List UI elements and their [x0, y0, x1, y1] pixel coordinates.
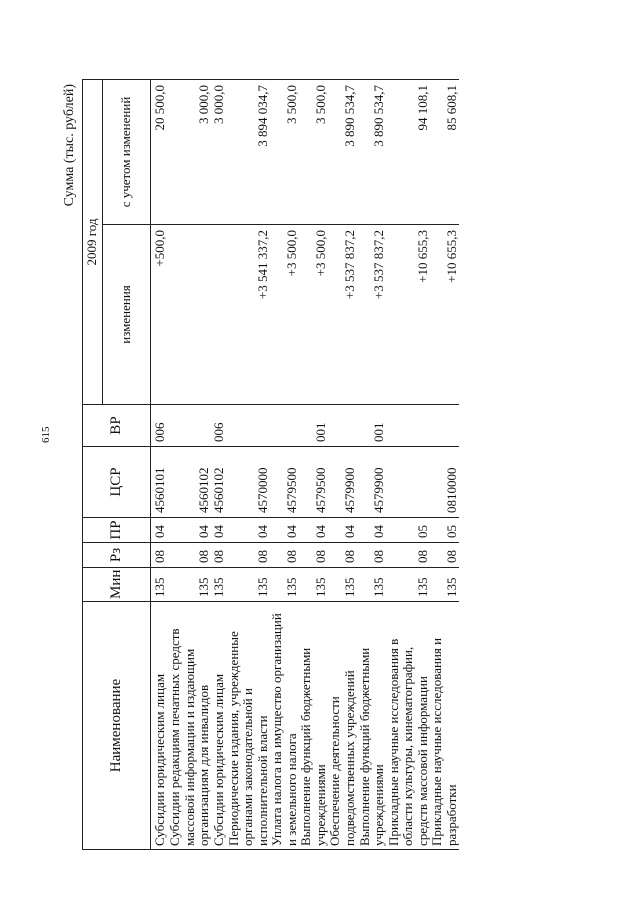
cell-csr: 4579500	[299, 447, 328, 518]
cell-pr: 05	[430, 518, 459, 543]
cell-rz: 08	[299, 543, 328, 568]
cell-name: Уплата налога на имущество организаций и земельного налога	[270, 602, 299, 850]
header-csr: ЦСР	[83, 447, 151, 518]
cell-pr: 04	[328, 518, 357, 543]
table-body	[151, 80, 460, 850]
cell-name: Периодические издания, учрежденные органами законодательной и исполнительной власти	[227, 602, 271, 850]
cell-rz: 08	[387, 543, 431, 568]
cell-changes: +3 500,0	[299, 225, 328, 405]
cell-vr	[227, 405, 271, 447]
cell-csr: 0810000	[430, 447, 459, 518]
cell-pr: 04	[270, 518, 299, 543]
cell-csr: 4560102	[168, 447, 212, 518]
cell-changes	[212, 225, 227, 405]
cell-rz: 08	[227, 543, 271, 568]
cell-changes: +10 655,3	[430, 225, 459, 405]
table-row	[387, 80, 431, 850]
cell-changes: +3 537 837,2	[358, 225, 387, 405]
header-rz: Рз	[83, 543, 151, 568]
table-row	[212, 80, 227, 850]
cell-vr	[387, 405, 431, 447]
cell-min: 135	[299, 568, 328, 602]
table-row	[299, 80, 328, 850]
table-row	[328, 80, 357, 850]
cell-name: Выполнение функций бюджетными учреждениями	[299, 602, 328, 850]
cell-min: 135	[212, 568, 227, 602]
cell-vr: 006	[212, 405, 227, 447]
cell-changes: +3 541 337,2	[227, 225, 271, 405]
cell-csr	[387, 447, 431, 518]
cell-changes	[168, 225, 212, 405]
cell-rz: 08	[270, 543, 299, 568]
cell-pr: 04	[227, 518, 271, 543]
cell-min: 135	[270, 568, 299, 602]
cell-name: Субсидии юридическим лицам	[212, 602, 227, 850]
cell-name: Обеспечение деятельности подведомственных учреждений	[328, 602, 357, 850]
cell-changes: +500,0	[151, 225, 169, 405]
sum-caption: Сумма (тыс. рублей)	[62, 84, 77, 207]
cell-csr: 4570000	[227, 447, 271, 518]
header-changes: изменения	[103, 225, 151, 405]
cell-pr: 04	[299, 518, 328, 543]
cell-rz: 08	[328, 543, 357, 568]
cell-pr: 04	[358, 518, 387, 543]
header-year: 2009 год	[83, 80, 103, 405]
cell-total: 20 500,0	[151, 80, 169, 225]
cell-min: 135	[151, 568, 169, 602]
cell-rz: 08	[358, 543, 387, 568]
header-name: Наименование	[83, 602, 151, 850]
cell-csr: 4579500	[270, 447, 299, 518]
table-row	[358, 80, 387, 850]
cell-pr: 04	[212, 518, 227, 543]
cell-min: 135	[387, 568, 431, 602]
cell-rz: 08	[151, 543, 169, 568]
cell-pr: 05	[387, 518, 431, 543]
cell-min: 135	[168, 568, 212, 602]
cell-total: 3 500,0	[270, 80, 299, 225]
table-row	[168, 80, 212, 850]
cell-pr: 04	[168, 518, 212, 543]
header-pr: ПР	[83, 518, 151, 543]
cell-name: Субсидии юридическим лицам	[151, 602, 169, 850]
cell-total: 85 608,1	[430, 80, 459, 225]
cell-rz: 08	[168, 543, 212, 568]
cell-min: 135	[358, 568, 387, 602]
cell-name: Субсидии редакциям печатных средств массовой информации и издающим организациям для инвалидов	[168, 602, 212, 850]
header-with-changes: с учетом изменений	[103, 80, 151, 225]
cell-rz: 08	[430, 543, 459, 568]
cell-vr	[328, 405, 357, 447]
header-min: Мин	[83, 568, 151, 602]
cell-vr	[270, 405, 299, 447]
cell-min: 135	[328, 568, 357, 602]
cell-vr: 006	[151, 405, 169, 447]
cell-total: 3 500,0	[299, 80, 328, 225]
cell-csr: 4560102	[212, 447, 227, 518]
cell-total: 94 108,1	[387, 80, 431, 225]
budget-table-page	[62, 80, 584, 850]
cell-changes: +3 500,0	[270, 225, 299, 405]
cell-name: Выполнение функций бюджетными учреждениями	[358, 602, 387, 850]
cell-vr	[430, 405, 459, 447]
table-row	[151, 80, 169, 850]
cell-min: 135	[227, 568, 271, 602]
cell-rz: 08	[212, 543, 227, 568]
cell-vr	[168, 405, 212, 447]
cell-changes: +10 655,3	[387, 225, 431, 405]
cell-total: 3 890 534,7	[328, 80, 357, 225]
cell-csr: 4579900	[358, 447, 387, 518]
cell-pr: 04	[151, 518, 169, 543]
page-number: 615	[40, 426, 52, 443]
cell-min: 135	[430, 568, 459, 602]
cell-total: 3 000,0	[212, 80, 227, 225]
cell-vr: 001	[299, 405, 328, 447]
table-row	[270, 80, 299, 850]
table-row	[227, 80, 271, 850]
budget-table	[82, 79, 459, 850]
cell-name: Прикладные научные исследования и разработки	[430, 602, 459, 850]
table-row	[430, 80, 459, 850]
cell-vr: 001	[358, 405, 387, 447]
cell-name: Прикладные научные исследования в области культуры, кинематографии, средств массовой информации	[387, 602, 431, 850]
header-vr: ВР	[83, 405, 151, 447]
cell-changes: +3 537 837,2	[328, 225, 357, 405]
cell-csr: 4560101	[151, 447, 169, 518]
cell-total: 3 890 534,7	[358, 80, 387, 225]
cell-total: 3 000,0	[168, 80, 212, 225]
cell-total: 3 894 034,7	[227, 80, 271, 225]
cell-csr: 4579900	[328, 447, 357, 518]
